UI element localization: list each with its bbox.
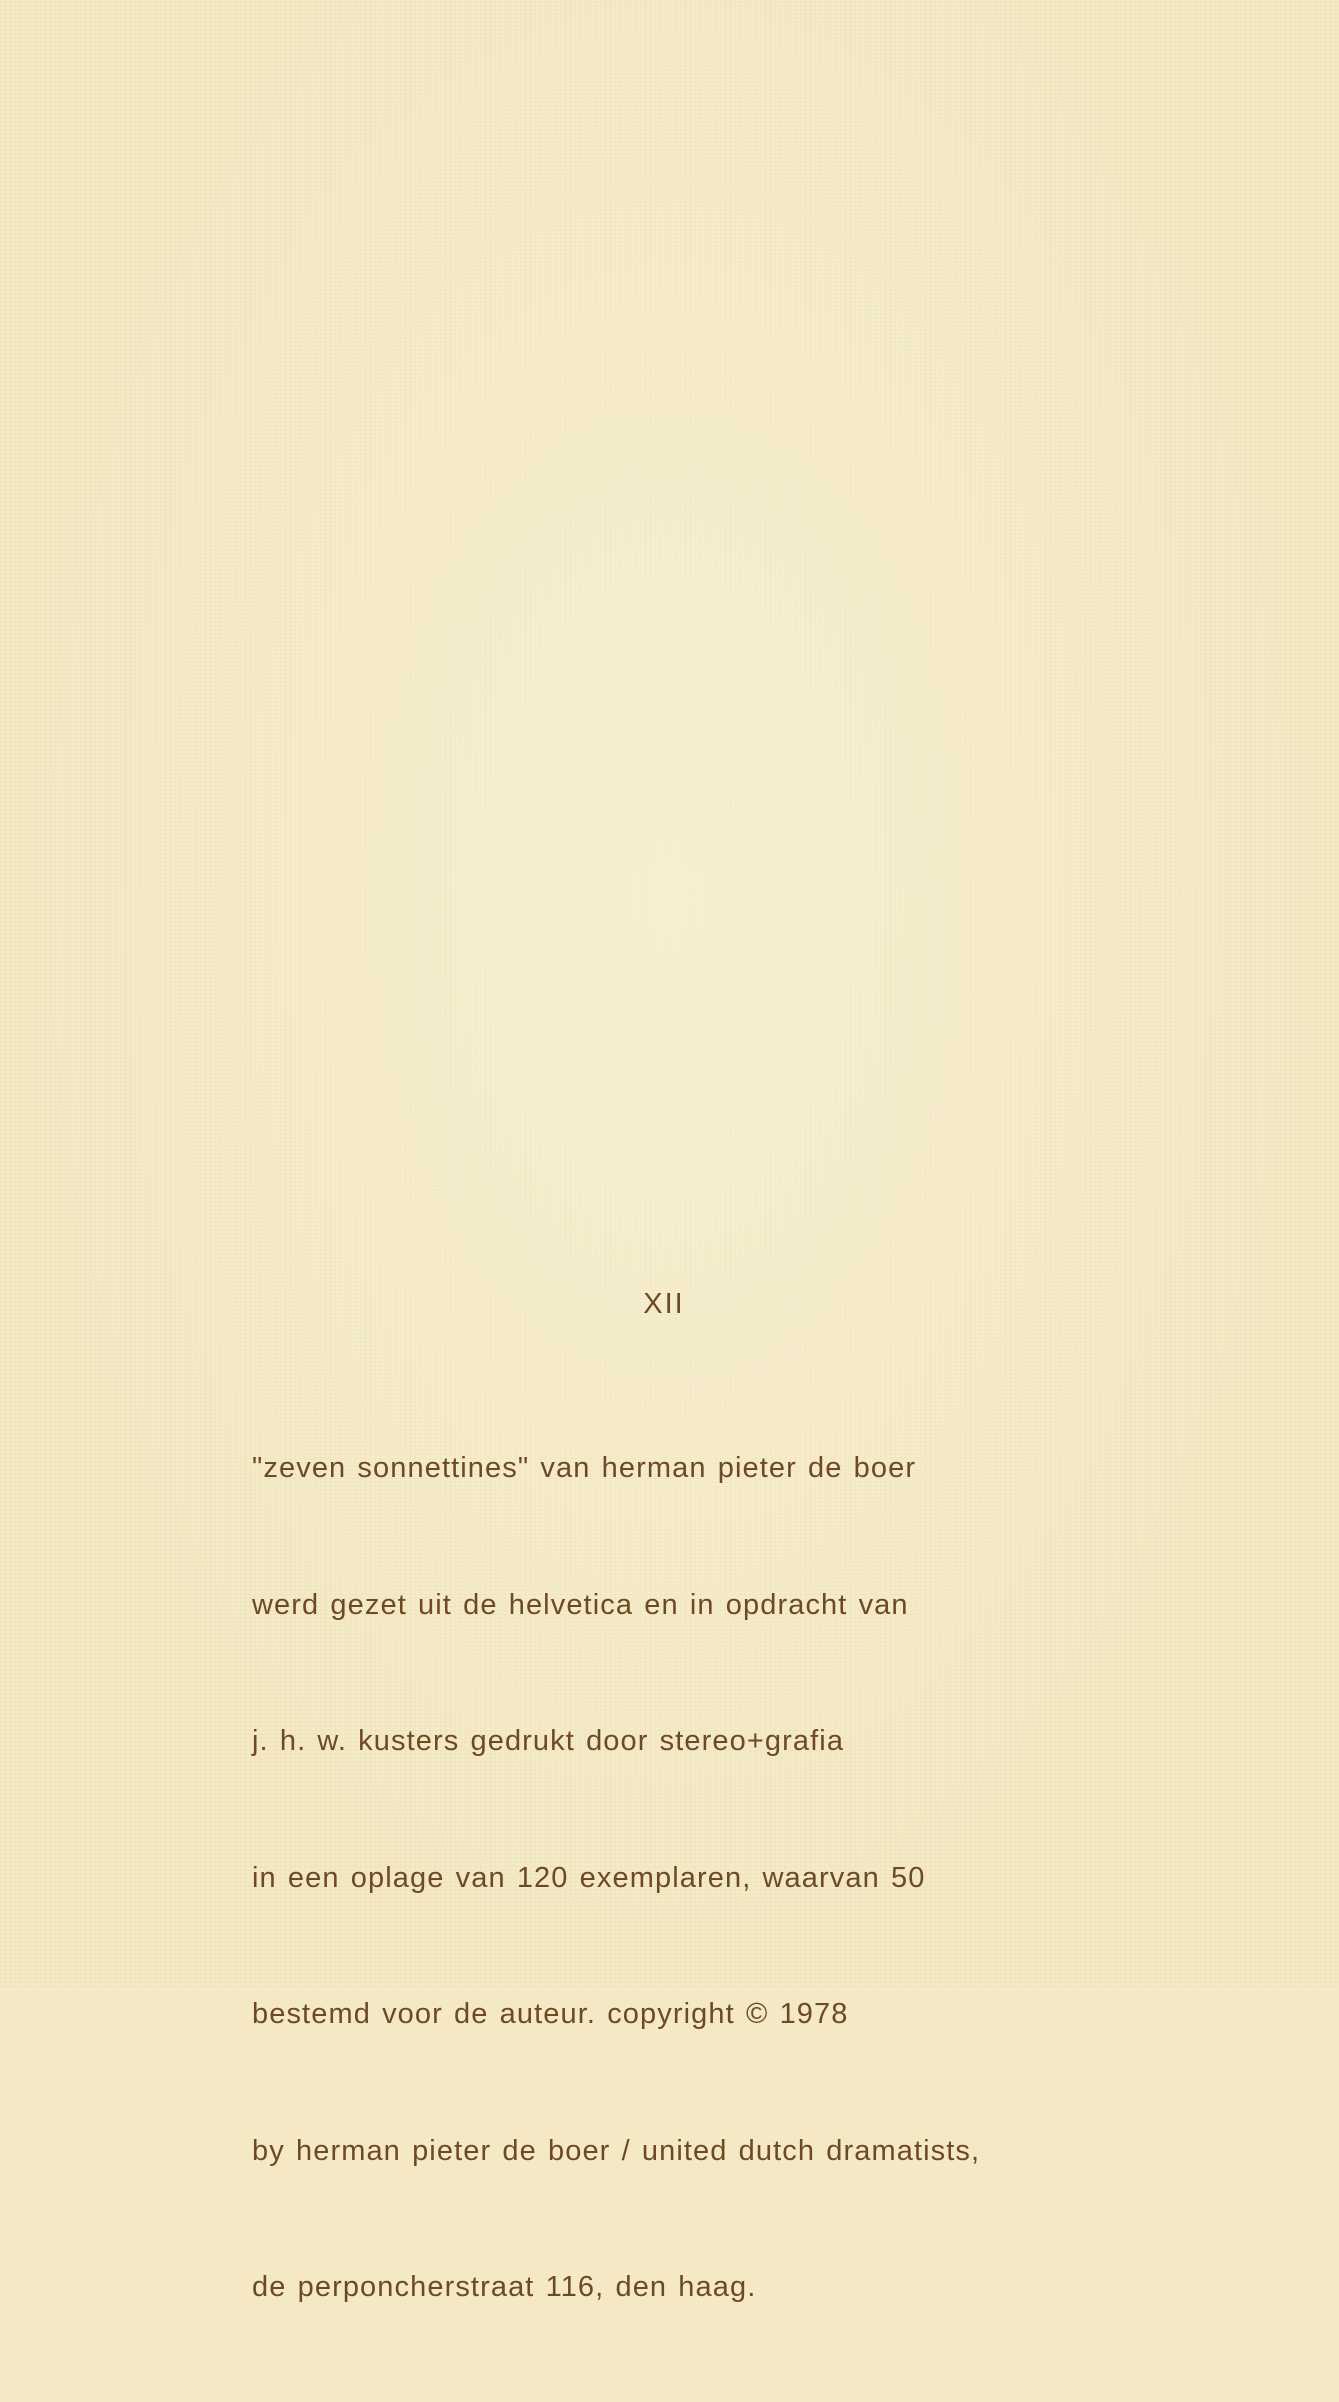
colophon-line: werd gezet uit de helvetica en in opdracht van (252, 1588, 909, 1621)
colophon-line: "zeven sonnettines" van herman pieter de boer (252, 1452, 917, 1484)
colophon-text (252, 1355, 1252, 2402)
page-number: XII (643, 1288, 685, 1320)
colophon-line: in een oplage van 120 exemplaren, waarvan 50 (252, 1861, 926, 1894)
colophon-line: de perponcherstraat 116, den haag. (252, 2271, 757, 2303)
colophon-line: bestemd voor de auteur. copyright © 1978 (252, 1998, 849, 2030)
colophon-line: j. h. w. kusters gedrukt door stereo+grafia (252, 1725, 845, 1757)
colophon-line: by herman pieter de boer / united dutch dramatists, (252, 2134, 981, 2167)
